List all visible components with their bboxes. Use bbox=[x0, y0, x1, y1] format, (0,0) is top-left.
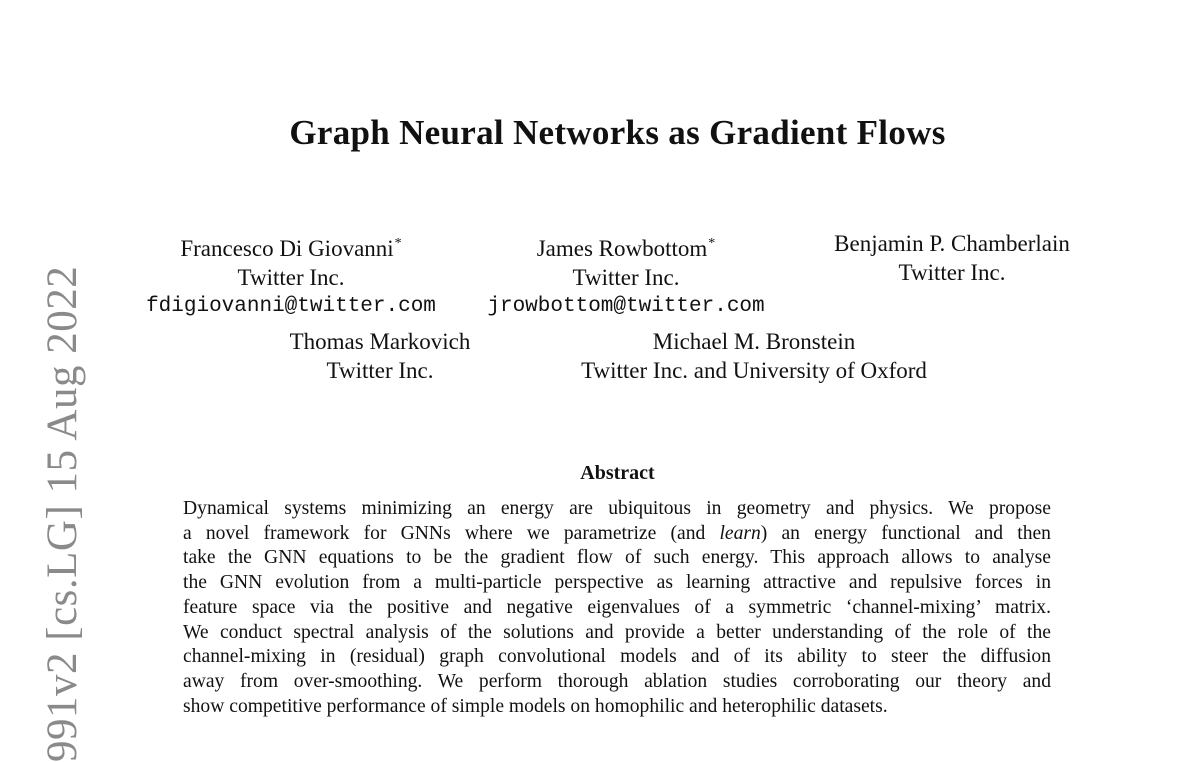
author-block bbox=[270, 327, 490, 385]
arxiv-identifier-stamp: 991v2 [cs.LG] 15 Aug 2022 bbox=[39, 265, 86, 762]
abstract-line: Dynamical systems minimizing an energy are ubiquitous in geometry and physics. We propose bbox=[183, 498, 1051, 519]
abstract-line: away from over-smoothing. We perform thorough ablation studies corroborating our theory and bbox=[183, 670, 1051, 692]
author-name: James Rowbottom* bbox=[536, 236, 716, 261]
author-affiliation: Twitter Inc. bbox=[898, 260, 1006, 285]
abstract-line: channel-mixing in (residual) graph convolutional models and of its ability to steer the diffusion bbox=[183, 646, 1051, 668]
abstract-text bbox=[183, 497, 1051, 719]
author-block bbox=[812, 229, 1092, 287]
abstract-line: feature space via the positive and negative eigenvalues of a symmetric ‘channel-mixing’ matrix. bbox=[183, 596, 1051, 618]
abstract-line: take the GNN equations to be the gradient flow of such energy. This approach allows to analyse bbox=[183, 547, 1051, 569]
author-name: Michael M. Bronstein bbox=[652, 329, 856, 354]
emphasized-word: learn bbox=[719, 522, 761, 544]
author-name: Francesco Di Giovanni* bbox=[180, 236, 402, 261]
equal-contribution-mark: * bbox=[394, 236, 402, 251]
author-affiliation: Twitter Inc. bbox=[237, 265, 345, 290]
paper-title: Graph Neural Networks as Gradient Flows bbox=[289, 113, 946, 152]
abstract-line: the GNN evolution from a multi-particle perspective as learning attractive and repulsive forces in bbox=[183, 572, 1051, 594]
author-name: Thomas Markovich bbox=[289, 329, 471, 354]
author-name: Benjamin P. Chamberlain bbox=[834, 231, 1070, 256]
author-affiliation: Twitter Inc. and University of Oxford bbox=[581, 358, 927, 383]
author-affiliation: Twitter Inc. bbox=[572, 265, 680, 290]
author-block bbox=[486, 229, 766, 321]
author-block bbox=[146, 229, 436, 321]
abstract-line: show competitive performance of simple models on homophilic and heterophilic datasets. bbox=[183, 695, 888, 717]
author-block bbox=[544, 327, 964, 385]
author-email[interactable]: fdigiovanni@twitter.com bbox=[146, 295, 436, 318]
equal-contribution-mark: * bbox=[708, 236, 716, 251]
author-affiliation: Twitter Inc. bbox=[326, 358, 434, 383]
abstract-heading: Abstract bbox=[580, 462, 655, 484]
abstract-line: a novel framework for GNNs where we parametrize (and learn) an energy functional and then bbox=[183, 522, 1051, 544]
author-email[interactable]: jrowbottom@twitter.com bbox=[487, 295, 765, 318]
abstract-line: We conduct spectral analysis of the solutions and provide a better understanding of the role of the bbox=[183, 621, 1051, 643]
